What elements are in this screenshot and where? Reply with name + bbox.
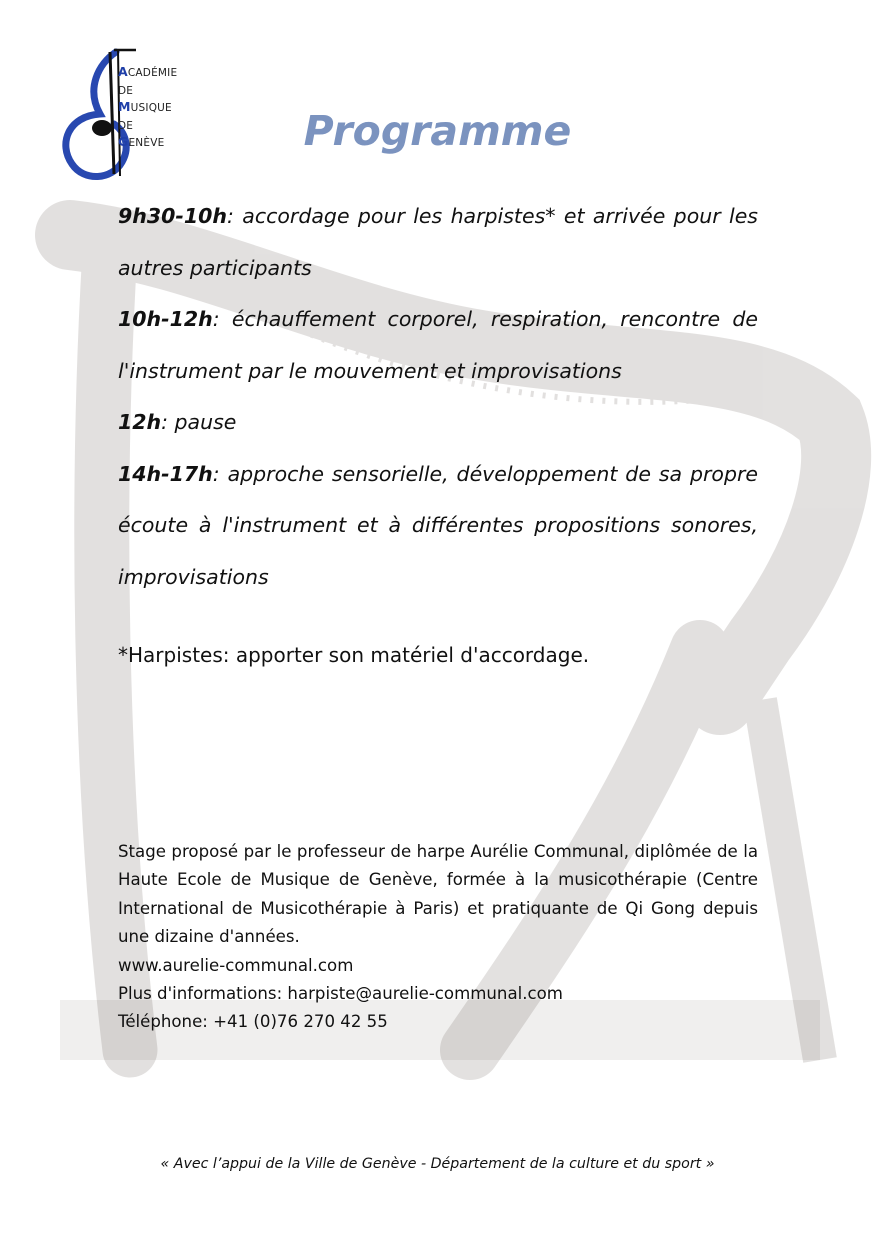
harpist-note: *Harpistes: apporter son matériel d'accordage. <box>118 643 590 667</box>
phone-line: Téléphone: +41 (0)76 270 42 55 <box>118 1012 388 1032</box>
logo-line: MUSIQUE <box>118 99 172 114</box>
website-link[interactable]: www.aurelie-communal.com <box>118 955 354 975</box>
schedule-description: : pause <box>161 410 237 434</box>
logo-line: GENÈVE <box>118 134 165 149</box>
schedule-time: 10h-12h <box>118 307 213 331</box>
schedule-item <box>118 449 758 604</box>
logo-line: DE <box>118 119 134 132</box>
email-line[interactable]: Plus d'informations: harpiste@aurelie-communal.com <box>118 984 563 1004</box>
schedule-item <box>118 191 758 294</box>
schedule-description: : accordage pour les harpistes* et arrivée pour les autres participants <box>118 204 758 280</box>
footer-support-note: « Avec l’appui de la Ville de Genève - Département de la culture et du sport » <box>160 1156 715 1172</box>
schedule-list <box>118 191 758 603</box>
schedule-time: 14h-17h <box>118 461 213 486</box>
logo-line: ACADÉMIE <box>118 64 178 79</box>
schedule-time: 12h <box>118 410 162 434</box>
schedule-item <box>118 294 758 397</box>
info-block <box>118 838 758 1037</box>
schedule-time: 9h30-10h <box>118 204 228 228</box>
schedule-description: : échauffement corporel, respiration, rencontre de l'instrument par le mouvement et improvisations <box>118 307 758 383</box>
logo-line: DE <box>118 84 134 97</box>
page-title: Programme <box>303 107 572 155</box>
schedule-item <box>118 397 758 449</box>
schedule-description: : approche sensorielle, développement de sa propre écoute à l'instrument et à différentes propositions sonores, improvisations <box>118 461 758 589</box>
teacher-description: Stage proposé par le professeur de harpe Aurélie Communal, diplômée de la Haute Ecole de Musique de Genève, formée à la musicothérapie (Centre International de Musicothérapie à Paris) et pratiquante de Qi Gong depuis une dizaine d'années. <box>118 842 758 947</box>
